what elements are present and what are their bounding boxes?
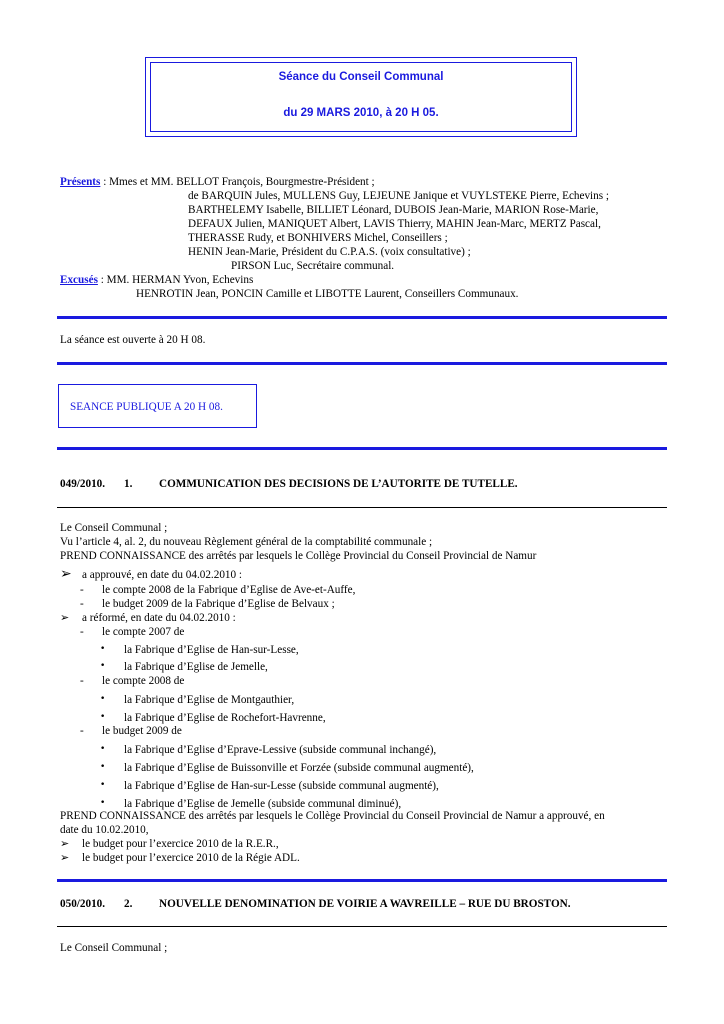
seance-publique-box: SEANCE PUBLIQUE A 20 H 08. — [58, 384, 257, 428]
paragraph-line: Le Conseil Communal ; — [60, 942, 168, 954]
section-title: NOUVELLE DENOMINATION DE VOIRIE A WAVREILLE – RUE DU BROSTON. — [159, 898, 571, 910]
section-number: 2. — [124, 898, 133, 910]
excuses-line-2: HENROTIN Jean, PONCIN Camille et LIBOTTE Laurent, Conseillers Communaux. — [136, 288, 519, 300]
dot-bullet-icon: • — [100, 644, 106, 654]
list-item — [100, 642, 299, 657]
list-item — [80, 674, 184, 688]
list-item-text: le budget pour l’exercice 2010 de la Régie ADL. — [82, 852, 300, 864]
presents-line-4: THERASSE Rudy, et BONHIVERS Michel, Conseillers ; — [188, 232, 448, 244]
list-item — [60, 611, 236, 625]
presents-line-2: BARTHELEMY Isabelle, BILLIET Léonard, DUBOIS Jean-Marie, MARION Rose-Marie, — [188, 204, 599, 216]
excuses-label: Excusés — [60, 274, 98, 286]
list-item-text: le budget 2009 de la Fabrique d’Eglise de Belvaux ; — [102, 598, 335, 610]
paragraph-line: date du 10.02.2010, — [60, 824, 149, 836]
presents-line-3: DEFAUX Julien, MANIQUET Albert, LAVIS Thierry, MAHIN Jean-Marc, MERTZ Pascal, — [188, 218, 601, 230]
list-item-text: la Fabrique d’Eglise de Jemelle, — [124, 661, 268, 673]
list-item-text: le compte 2008 de la Fabrique d’Eglise de Ave-et-Auffe, — [102, 584, 356, 596]
arrow-bullet-icon: ➢ — [60, 611, 70, 624]
paragraph-line: Vu l’article 4, al. 2, du nouveau Règlement général de la comptabilité communale ; — [60, 536, 433, 548]
section-ref: 050/2010. — [60, 898, 106, 910]
session-title: Séance du Conseil Communal — [278, 71, 444, 83]
dot-bullet-icon: • — [100, 780, 106, 790]
paragraph-line: Le Conseil Communal ; — [60, 522, 168, 534]
divider — [57, 447, 667, 450]
divider — [57, 316, 667, 319]
presents-intro: : Mmes et MM. BELLOT François, Bourgmestre-Président ; — [100, 176, 375, 188]
excuses-line — [60, 273, 253, 287]
presents-label: Présents — [60, 176, 101, 188]
dash-bullet-icon: - — [80, 626, 84, 638]
dash-bullet-icon: - — [80, 584, 84, 596]
list-item — [100, 760, 474, 775]
arrow-bullet-icon: ➢ — [60, 851, 70, 864]
list-item — [60, 567, 242, 582]
presents-line-1: de BARQUIN Jules, MULLENS Guy, LEJEUNE Janique et VUYLSTEKE Pierre, Echevins ; — [188, 190, 610, 202]
list-item — [100, 742, 436, 757]
list-item — [60, 837, 279, 851]
list-item-text: la Fabrique d’Eglise de Han-sur-Lesse (subside communal augmenté), — [124, 780, 439, 792]
list-item — [100, 659, 268, 674]
dash-bullet-icon: - — [80, 725, 84, 737]
list-item — [80, 625, 184, 639]
list-item — [80, 724, 182, 738]
dot-bullet-icon: • — [100, 762, 106, 772]
section-ref: 049/2010. — [60, 478, 106, 490]
arrow-bullet-icon: ➢ — [60, 566, 72, 582]
presents-line-5: HENIN Jean-Marie, Président du C.P.A.S. (voix consultative) ; — [188, 246, 471, 258]
dot-bullet-icon: • — [100, 712, 106, 722]
list-item — [100, 778, 439, 793]
list-item-text: la Fabrique d’Eglise de Han-sur-Lesse, — [124, 644, 299, 656]
session-date: du 29 MARS 2010, à 20 H 05. — [283, 107, 439, 119]
dot-bullet-icon: • — [100, 744, 106, 754]
section-number: 1. — [124, 478, 133, 490]
list-item-text: a réformé, en date du 04.02.2010 : — [82, 612, 236, 624]
list-item-text: le budget pour l’exercice 2010 de la R.E.R., — [82, 838, 279, 850]
section-rule — [57, 507, 667, 508]
paragraph-line: PREND CONNAISSANCE des arrêtés par lesquels le Collège Provincial du Conseil Provincial de Namur — [60, 550, 537, 562]
divider — [57, 362, 667, 365]
list-item — [80, 583, 355, 597]
list-item-text: le compte 2007 de — [102, 626, 185, 638]
paragraph-line: PREND CONNAISSANCE des arrêtés par lesquels le Collège Provincial du Conseil Provincial de Namur a approuvé, en — [60, 810, 605, 822]
presents-line — [60, 175, 375, 189]
list-item-text: la Fabrique d’Eglise de Montgauthier, — [124, 694, 295, 706]
excuses-intro: : MM. HERMAN Yvon, Echevins — [97, 274, 254, 286]
list-item-text: la Fabrique d’Eglise de Rochefort-Havrenne, — [124, 712, 326, 724]
section-rule — [57, 926, 667, 927]
dash-bullet-icon: - — [80, 675, 84, 687]
list-item-text: la Fabrique d’Eglise d’Eprave-Lessive (subside communal inchangé), — [124, 744, 437, 756]
opening-text: La séance est ouverte à 20 H 08. — [60, 334, 206, 346]
list-item — [100, 692, 294, 707]
dot-bullet-icon: • — [100, 661, 106, 671]
list-item — [100, 710, 326, 725]
list-item-text: le budget 2009 de — [102, 725, 182, 737]
dot-bullet-icon: • — [100, 694, 106, 704]
section-title: COMMUNICATION DES DECISIONS DE L’AUTORITE DE TUTELLE. — [159, 478, 518, 490]
dash-bullet-icon: - — [80, 598, 84, 610]
arrow-bullet-icon: ➢ — [60, 837, 70, 850]
list-item-text: la Fabrique d’Eglise de Jemelle (subside communal diminué), — [124, 798, 402, 810]
list-item-text: la Fabrique d’Eglise de Buissonville et Forzée (subside communal augmenté), — [124, 762, 474, 774]
secretary-line: PIRSON Luc, Secrétaire communal. — [231, 260, 395, 272]
list-item — [60, 851, 300, 865]
list-item-text: le compte 2008 de — [102, 675, 185, 687]
dot-bullet-icon: • — [100, 798, 106, 808]
list-item-text: a approuvé, en date du 04.02.2010 : — [82, 569, 243, 581]
list-item — [80, 597, 335, 611]
divider — [57, 879, 667, 882]
